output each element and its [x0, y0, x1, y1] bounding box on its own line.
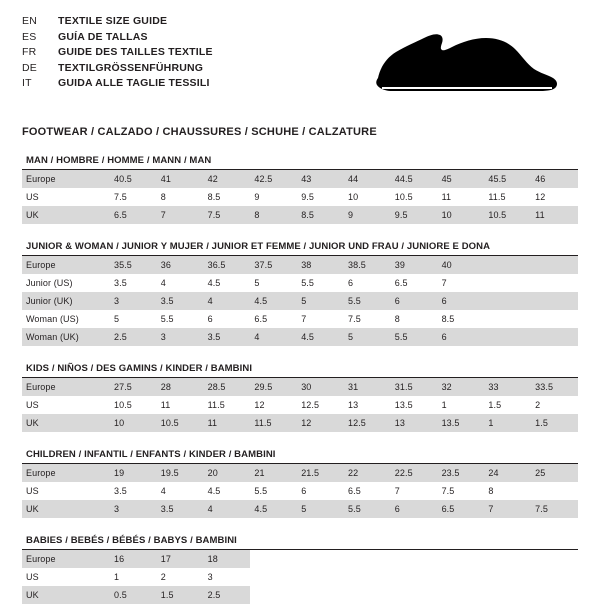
size-cell: 17 [157, 550, 204, 568]
size-cell: 11 [531, 206, 578, 224]
size-cell: 4 [157, 274, 204, 292]
size-cell: 33.5 [531, 378, 578, 396]
size-cell [438, 550, 485, 568]
size-cell: 10 [438, 206, 485, 224]
size-cell: 5 [250, 274, 297, 292]
language-code: EN [22, 15, 37, 27]
size-cell: 7.5 [438, 482, 485, 500]
size-cell: 3 [157, 328, 204, 346]
language-row [22, 30, 213, 46]
size-cell: 1 [110, 568, 157, 586]
size-cell: 2.5 [204, 586, 251, 604]
row-label: US [22, 482, 110, 500]
size-cell: 36.5 [204, 256, 251, 274]
language-code: ES [22, 30, 37, 43]
size-cell: 11.5 [204, 396, 251, 414]
table-row [22, 586, 578, 604]
size-cell: 29.5 [250, 378, 297, 396]
size-cell: 6 [391, 500, 438, 518]
row-label: US [22, 188, 110, 206]
size-table [22, 256, 578, 346]
row-label: UK [22, 414, 110, 432]
size-cell: 9.5 [297, 188, 344, 206]
row-label: US [22, 396, 110, 414]
size-cell: 8.5 [204, 188, 251, 206]
table-row [22, 206, 578, 224]
size-cell [531, 274, 578, 292]
size-cell: 30 [297, 378, 344, 396]
size-cell: 19.5 [157, 464, 204, 482]
size-cell: 3.5 [110, 482, 157, 500]
size-cell: 1.5 [484, 396, 531, 414]
size-cell: 4 [157, 482, 204, 500]
language-titles [22, 14, 213, 92]
size-cell: 5.5 [344, 292, 391, 310]
size-table-title: CHILDREN / INFANTIL / ENFANTS / KINDER / BAMBINI [22, 449, 578, 464]
size-cell [297, 568, 344, 586]
language-code: FR [22, 46, 37, 58]
size-cell [438, 586, 485, 604]
size-cell [250, 568, 297, 586]
size-cell: 31.5 [391, 378, 438, 396]
size-cell [531, 292, 578, 310]
row-label: Europe [22, 256, 110, 274]
size-cell: 7 [438, 274, 485, 292]
size-cell: 9 [344, 206, 391, 224]
row-label: Europe [22, 550, 110, 568]
size-cell: 1 [438, 396, 485, 414]
table-row [22, 256, 578, 274]
size-cell: 24 [484, 464, 531, 482]
size-cell [250, 586, 297, 604]
table-row [22, 310, 578, 328]
size-cell: 23.5 [438, 464, 485, 482]
row-label: Woman (US) [22, 310, 110, 328]
size-cell: 32 [438, 378, 485, 396]
row-label: UK [22, 206, 110, 224]
size-cell: 5 [297, 292, 344, 310]
size-cell: 10 [344, 188, 391, 206]
size-cell: 6 [438, 292, 485, 310]
size-cell: 0.5 [110, 586, 157, 604]
size-cell [484, 274, 531, 292]
size-cell: 18 [204, 550, 251, 568]
size-cell [484, 256, 531, 274]
size-cell: 37.5 [250, 256, 297, 274]
size-cell: 2 [157, 568, 204, 586]
size-cell: 3.5 [157, 292, 204, 310]
size-cell [344, 550, 391, 568]
language-title: TEXTILGRÖSSENFÜHRUNG [58, 61, 204, 74]
language-code: DE [22, 61, 37, 74]
size-cell [531, 310, 578, 328]
size-tables-container [22, 155, 578, 604]
size-cell: 16 [110, 550, 157, 568]
size-cell: 7.5 [204, 206, 251, 224]
size-cell: 4 [204, 500, 251, 518]
size-cell: 6.5 [110, 206, 157, 224]
size-cell: 40.5 [110, 170, 157, 188]
size-table [22, 170, 578, 224]
size-cell: 5.5 [297, 274, 344, 292]
size-cell: 13 [391, 414, 438, 432]
size-cell: 8 [250, 206, 297, 224]
size-cell: 6 [344, 274, 391, 292]
size-cell: 12 [531, 188, 578, 206]
size-cell: 38 [297, 256, 344, 274]
size-cell: 39 [391, 256, 438, 274]
size-cell: 6.5 [250, 310, 297, 328]
size-cell: 38.5 [344, 256, 391, 274]
size-cell: 12 [250, 396, 297, 414]
table-row [22, 378, 578, 396]
size-cell: 42 [204, 170, 251, 188]
size-cell: 4.5 [297, 328, 344, 346]
size-cell: 3.5 [204, 328, 251, 346]
size-cell: 12 [297, 414, 344, 432]
row-label: UK [22, 500, 110, 518]
size-cell: 7.5 [531, 500, 578, 518]
size-cell [438, 568, 485, 586]
size-cell: 5.5 [344, 500, 391, 518]
size-cell [391, 586, 438, 604]
size-cell: 10 [110, 414, 157, 432]
size-cell: 44.5 [391, 170, 438, 188]
size-cell: 27.5 [110, 378, 157, 396]
size-cell [297, 550, 344, 568]
size-cell [484, 292, 531, 310]
size-cell [484, 310, 531, 328]
table-row [22, 414, 578, 432]
table-row [22, 188, 578, 206]
size-cell: 45.5 [484, 170, 531, 188]
size-cell [531, 256, 578, 274]
size-table-group [22, 155, 578, 224]
row-label: Europe [22, 378, 110, 396]
size-cell: 36 [157, 256, 204, 274]
size-cell [391, 550, 438, 568]
table-row [22, 568, 578, 586]
size-cell: 13.5 [438, 414, 485, 432]
size-cell: 8 [391, 310, 438, 328]
language-title: GUIDA ALLE TAGLIE TESSILI [58, 77, 210, 89]
size-cell: 43 [297, 170, 344, 188]
size-table [22, 550, 578, 604]
size-cell: 4.5 [250, 500, 297, 518]
size-cell: 3.5 [110, 274, 157, 292]
size-cell: 5.5 [157, 310, 204, 328]
table-row [22, 170, 578, 188]
size-cell [531, 550, 578, 568]
size-cell: 7 [484, 500, 531, 518]
size-cell: 35.5 [110, 256, 157, 274]
size-cell [531, 482, 578, 500]
size-cell: 19 [110, 464, 157, 482]
size-cell: 11 [204, 414, 251, 432]
size-table-title: BABIES / BEBÉS / BÉBÉS / BABYS / BAMBINI [22, 535, 578, 550]
size-cell: 9 [250, 188, 297, 206]
size-cell: 4.5 [204, 482, 251, 500]
size-cell: 21.5 [297, 464, 344, 482]
size-cell: 6.5 [344, 482, 391, 500]
size-cell: 12.5 [344, 414, 391, 432]
size-cell [250, 550, 297, 568]
table-row [22, 464, 578, 482]
size-cell: 5.5 [250, 482, 297, 500]
footwear-section-title: FOOTWEAR / CALZADO / CHAUSSURES / SCHUHE / CALZATURE [22, 126, 377, 138]
size-cell: 7 [157, 206, 204, 224]
size-cell: 28 [157, 378, 204, 396]
size-cell: 13.5 [391, 396, 438, 414]
size-cell: 1 [484, 414, 531, 432]
size-cell [344, 586, 391, 604]
size-cell: 7 [297, 310, 344, 328]
size-cell [484, 550, 531, 568]
size-cell: 40 [438, 256, 485, 274]
size-cell: 31 [344, 378, 391, 396]
size-cell: 6 [391, 292, 438, 310]
size-cell: 5 [110, 310, 157, 328]
row-label: Europe [22, 464, 110, 482]
size-table-title: MAN / HOMBRE / HOMME / MANN / MAN [22, 155, 578, 170]
table-row [22, 292, 578, 310]
size-cell: 6 [204, 310, 251, 328]
language-row [22, 14, 213, 30]
size-cell: 11 [438, 188, 485, 206]
size-cell: 4.5 [204, 274, 251, 292]
language-title: TEXTILE SIZE GUIDE [58, 15, 168, 27]
language-title: GUÍA DE TALLAS [58, 30, 148, 43]
language-code: IT [22, 77, 32, 89]
size-cell: 7 [391, 482, 438, 500]
size-cell: 33 [484, 378, 531, 396]
size-cell: 6.5 [391, 274, 438, 292]
size-cell: 10.5 [391, 188, 438, 206]
size-cell [484, 586, 531, 604]
size-cell: 6 [438, 328, 485, 346]
size-cell: 7.5 [344, 310, 391, 328]
size-cell: 6 [297, 482, 344, 500]
row-label: Woman (UK) [22, 328, 110, 346]
size-cell: 6.5 [438, 500, 485, 518]
size-cell: 22 [344, 464, 391, 482]
size-cell: 8.5 [438, 310, 485, 328]
row-label: Junior (US) [22, 274, 110, 292]
size-table [22, 378, 578, 432]
language-title: GUIDE DES TAILLES TEXTILE [58, 46, 213, 58]
table-row [22, 274, 578, 292]
row-label: Junior (UK) [22, 292, 110, 310]
size-cell: 45 [438, 170, 485, 188]
size-cell: 2.5 [110, 328, 157, 346]
size-cell: 10.5 [157, 414, 204, 432]
size-cell: 8.5 [297, 206, 344, 224]
size-table-title: KIDS / NIÑOS / DES GAMINS / KINDER / BAMBINI [22, 363, 578, 378]
size-cell: 5.5 [391, 328, 438, 346]
language-row [22, 61, 213, 77]
size-cell: 8 [484, 482, 531, 500]
size-cell: 10.5 [110, 396, 157, 414]
size-cell: 12.5 [297, 396, 344, 414]
size-cell: 7.5 [110, 188, 157, 206]
size-cell [391, 568, 438, 586]
size-cell: 42.5 [250, 170, 297, 188]
size-cell: 3 [110, 292, 157, 310]
size-cell: 3.5 [157, 500, 204, 518]
size-cell: 5 [297, 500, 344, 518]
language-row [22, 45, 213, 61]
size-cell [484, 568, 531, 586]
size-cell: 5 [344, 328, 391, 346]
table-row [22, 500, 578, 518]
table-row [22, 482, 578, 500]
size-table-group [22, 449, 578, 518]
size-table-group [22, 535, 578, 604]
size-table-group [22, 363, 578, 432]
size-cell [531, 586, 578, 604]
size-cell: 4 [250, 328, 297, 346]
size-table [22, 464, 578, 518]
size-cell: 10.5 [484, 206, 531, 224]
size-cell [344, 568, 391, 586]
table-row [22, 396, 578, 414]
size-cell: 44 [344, 170, 391, 188]
size-cell: 11 [157, 396, 204, 414]
table-row [22, 550, 578, 568]
size-cell: 4 [204, 292, 251, 310]
size-cell: 13 [344, 396, 391, 414]
row-label: UK [22, 586, 110, 604]
size-cell: 2 [531, 396, 578, 414]
page-header [22, 14, 578, 114]
size-cell: 4.5 [250, 292, 297, 310]
size-cell: 21 [250, 464, 297, 482]
size-cell: 22.5 [391, 464, 438, 482]
size-cell: 41 [157, 170, 204, 188]
size-cell: 25 [531, 464, 578, 482]
dress-shoe-icon [370, 28, 560, 100]
size-cell [531, 328, 578, 346]
size-table-title: JUNIOR & WOMAN / JUNIOR Y MUJER / JUNIOR ET FEMME / JUNIOR UND FRAU / JUNIORE E DONA [22, 241, 578, 256]
size-cell: 20 [204, 464, 251, 482]
row-label: Europe [22, 170, 110, 188]
size-cell: 11.5 [484, 188, 531, 206]
size-table-group [22, 241, 578, 346]
size-cell: 3 [204, 568, 251, 586]
size-cell: 1.5 [157, 586, 204, 604]
size-cell: 11.5 [250, 414, 297, 432]
size-cell: 3 [110, 500, 157, 518]
language-row [22, 76, 213, 92]
size-cell: 1.5 [531, 414, 578, 432]
size-cell [531, 568, 578, 586]
size-cell: 28.5 [204, 378, 251, 396]
size-cell: 46 [531, 170, 578, 188]
size-cell: 8 [157, 188, 204, 206]
size-cell: 9.5 [391, 206, 438, 224]
size-cell [297, 586, 344, 604]
size-cell [484, 328, 531, 346]
table-row [22, 328, 578, 346]
row-label: US [22, 568, 110, 586]
